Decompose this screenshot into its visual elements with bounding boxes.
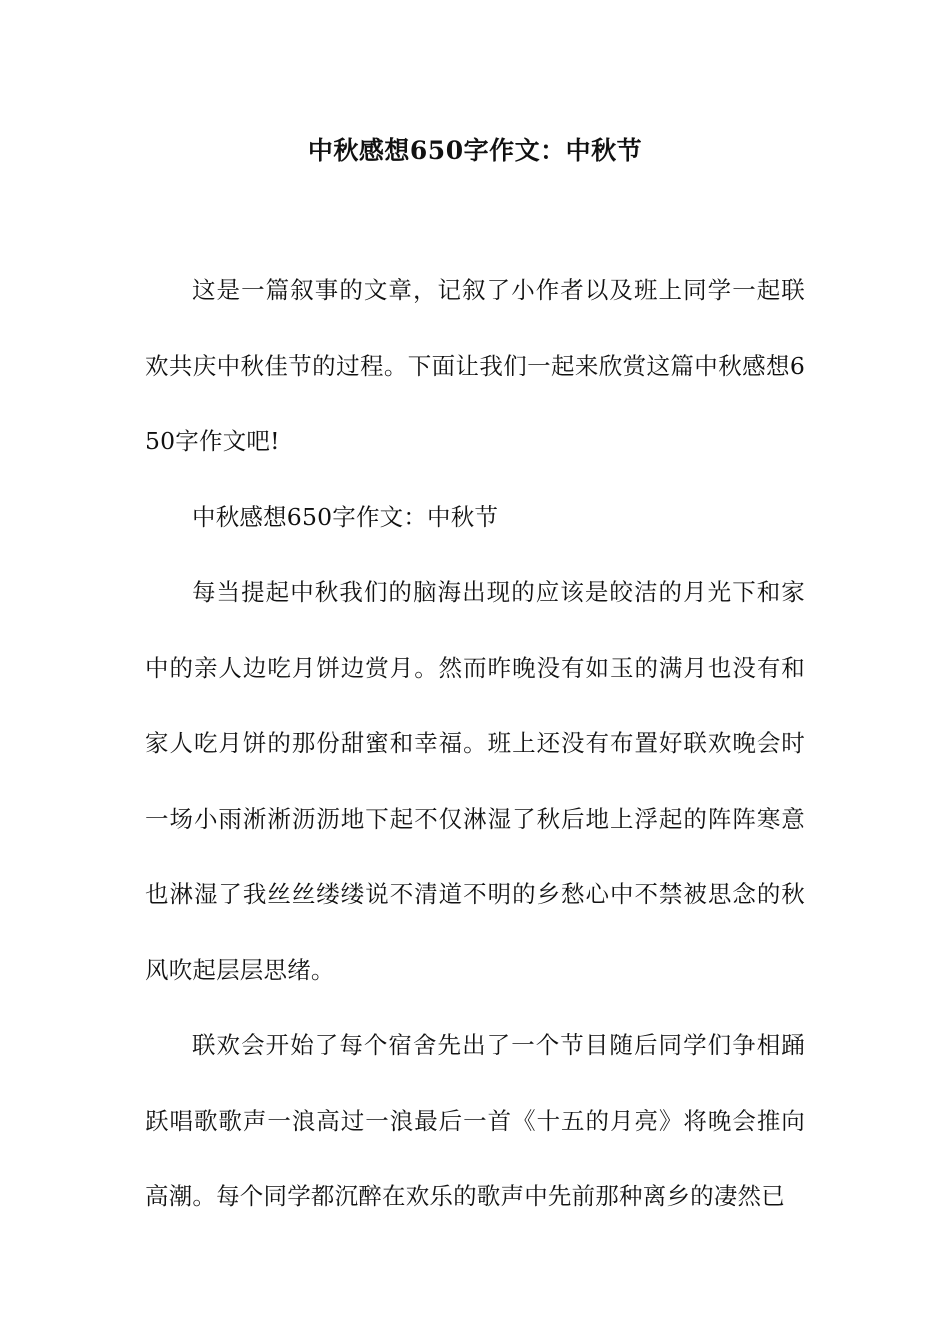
paragraph-subtitle: 中秋感想650字作文：中秋节 (192, 502, 499, 531)
paragraph-party: 联欢会开始了每个宿舍先出了一个节目随后同学们争相踊跃唱歌歌声一浪高过一浪最后一首《十五的月亮》将晚会推向高潮。每个同学都沉醉在欢乐的歌声中先前那种离乡的凄然已 (145, 1031, 805, 1210)
paragraph-mid-autumn-memory: 每当提起中秋我们的脑海出现的应该是皎洁的月光下和家中的亲人边吃月饼边赏月。然而昨晚没有如玉的满月也没有和家人吃月饼的那份甜蜜和幸福。班上还没有布置好联欢晚会时一场小雨淅淅沥沥地下起不仅淋湿了秋后地上浮起的阵阵寒意也淋湿了我丝丝缕缕说不清道不明的乡愁心中不禁被思念的秋风吹起层层思绪。 (145, 578, 805, 984)
paragraph-intro: 这是一篇叙事的文章，记叙了小作者以及班上同学一起联欢共庆中秋佳节的过程。下面让我们一起来欣赏这篇中秋感想650字作文吧! (145, 276, 805, 455)
document-body (145, 253, 805, 1235)
document-title: 中秋感想650字作文：中秋节 (307, 136, 643, 165)
